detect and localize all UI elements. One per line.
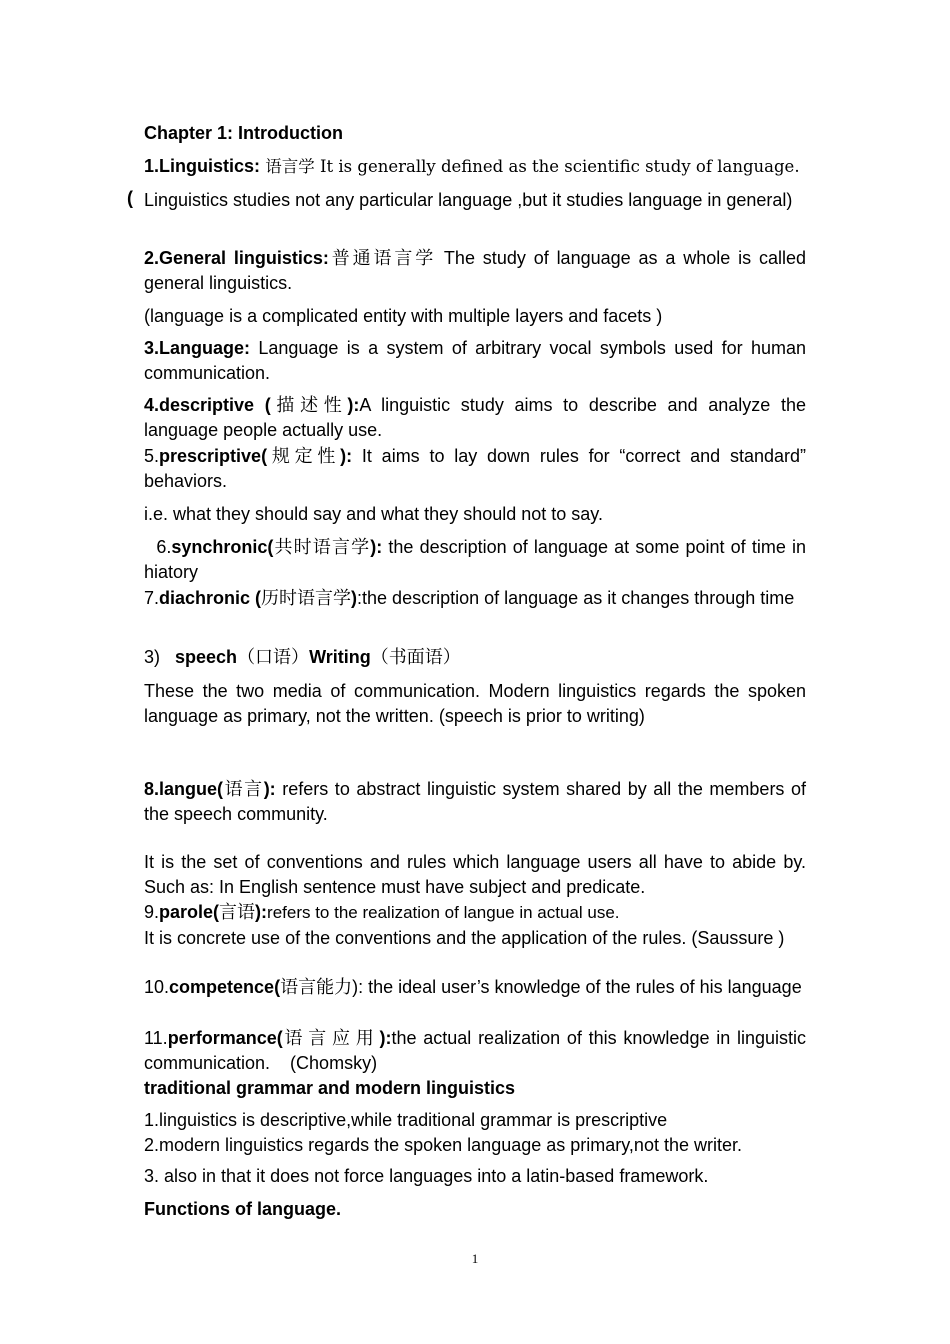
page-number: 1 — [471, 1251, 479, 1266]
definition-competence: 10.competence(语言能力): the ideal user’s knowledge of the rules of his language — [144, 977, 802, 997]
chapter-title: Chapter 1: Introduction — [144, 123, 343, 143]
open-paren: ( — [127, 188, 133, 208]
definition-diachronic: 7.diachronic (历时语言学):the description of language as it changes through time — [144, 588, 795, 608]
section-heading-traditional-grammar: traditional grammar and modern linguistics — [144, 1078, 516, 1098]
definition-general-linguistics: 2.General linguistics:普通语言学 The study of language as a whole is called general linguistics. — [144, 248, 807, 293]
note-langue: It is the set of conventions and rules which language users all have to abide by. Such as: In English sentence must have subject and predicate. — [144, 852, 806, 897]
definition-parole: 9.parole(言语):refers to the realization of langue in actual use. — [144, 902, 620, 922]
definition-descriptive: 4.descriptive (描述性):A linguistic study aims to describe and analyze the language people actually use. — [144, 395, 806, 440]
note-media-of-communication: These the two media of communication. Modern linguistics regards the spoken language as primary, not the written. (speech is prior to writing) — [144, 681, 806, 726]
list-item-1: 1.linguistics is descriptive,while traditional grammar is prescriptive — [144, 1110, 668, 1130]
note-parole: It is concrete use of the conventions and the application of the rules. (Saussure ) — [144, 928, 785, 948]
note-linguistics-general: Linguistics studies not any particular language ,but it studies language in general) — [144, 190, 793, 210]
speech-writing-heading: 3) speech（口语）Writing（书面语） — [144, 647, 461, 667]
definition-performance: 11.performance(语言应用):the actual realization of this knowledge in linguistic communication. (Chomsky) — [144, 1028, 812, 1073]
definition-linguistics: 1.Linguistics: 语言学 It is generally defined as the scientific study of language. — [144, 156, 800, 176]
definition-synchronic: 6.synchronic(共时语言学): the description of language at some point of time in hiatory — [144, 537, 812, 582]
definition-langue: 8.langue(语言): refers to abstract linguistic system shared by all the members of the speech community. — [144, 779, 807, 824]
note-language-entity: (language is a complicated entity with multiple layers and facets ) — [144, 306, 663, 326]
section-heading-functions: Functions of language. — [144, 1199, 341, 1219]
definition-prescriptive: 5.prescriptive(规定性): It aims to lay down rules for “correct and standard” behaviors. — [144, 446, 806, 491]
list-item-3: 3. also in that it does not force languages into a latin-based framework. — [144, 1166, 709, 1186]
definition-language: 3.Language: Language is a system of arbitrary vocal symbols used for human communication. — [144, 338, 806, 383]
note-prescriptive: i.e. what they should say and what they should not to say. — [144, 504, 603, 524]
list-item-2: 2.modern linguistics regards the spoken language as primary,not the writer. — [144, 1135, 742, 1155]
